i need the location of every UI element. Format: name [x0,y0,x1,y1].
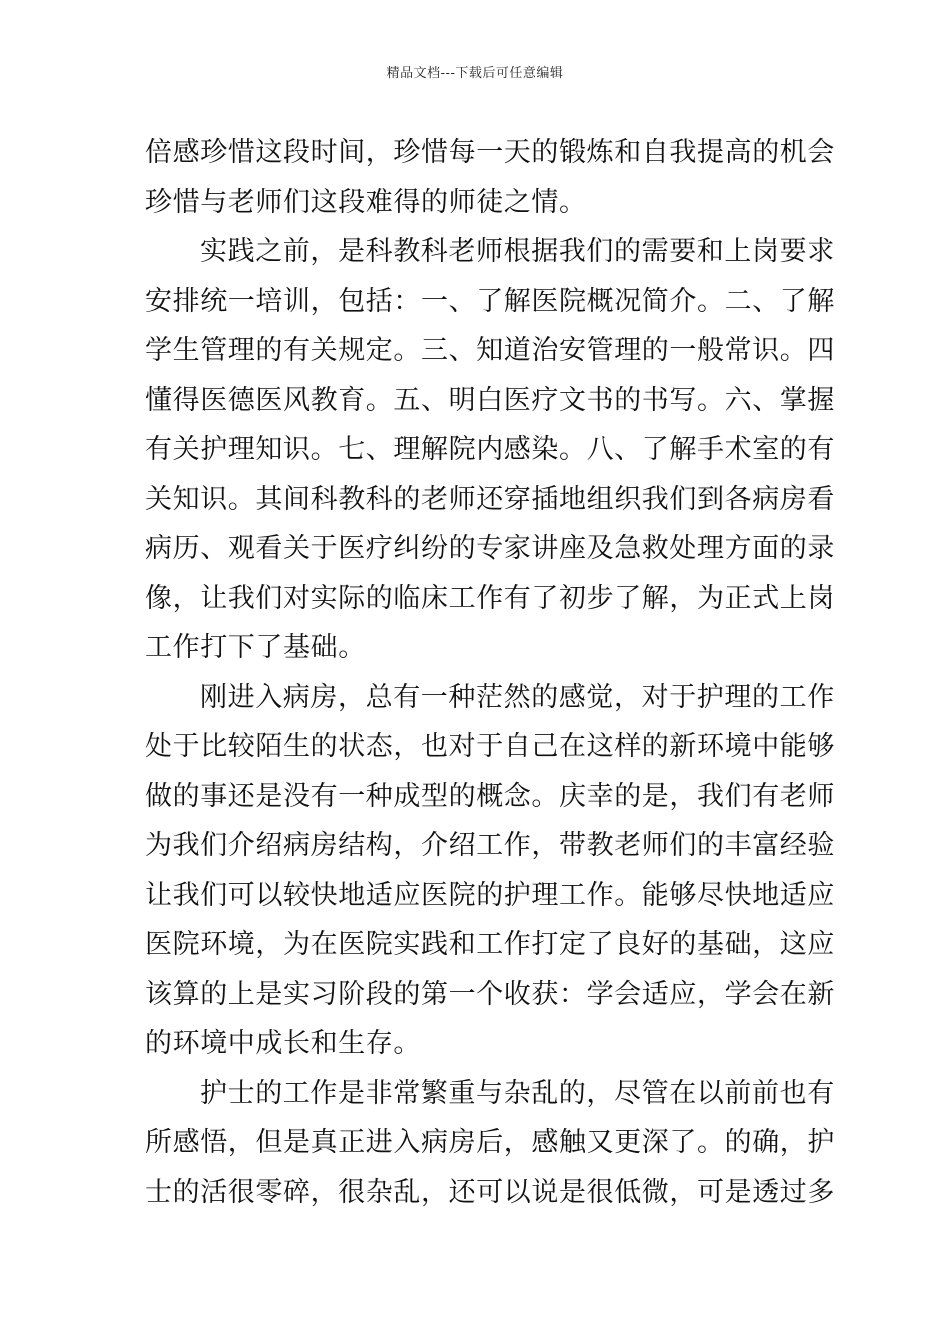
text-line: 学生管理的有关规定。三、知道治安管理的一般常识。四 [145,335,835,366]
text-line: 像，让我们对实际的临床工作有了初步了解，为正式上岗 [145,582,835,614]
text-line: 该算的上是实习阶段的第一个收获：学会适应，学会在新 [145,978,835,1010]
text-line: 关知识。其间科教科的老师还穿插地组织我们到各病房看 [145,483,835,515]
paragraph-first-line: 护士的工作是非常繁重与杂乱的，尽管在以前前也有 [200,1077,835,1109]
text-line: 处于比较陌生的状态，也对于自己在这样的新环境中能够 [145,731,835,762]
text-line: 懂得医德医风教育。五、明白医疗文书的书写。六、掌握 [145,384,835,416]
text-line: 倍感珍惜这段时间，珍惜每一天的锻炼和自我提高的机会 [145,137,835,168]
text-line: 病历、观看关于医疗纠纷的专家讲座及急救处理方面的录 [145,533,835,564]
text-line: 所感悟，但是真正进入病房后，感触又更深了。的确，护 [145,1127,835,1158]
document-body [145,128,835,1217]
text-line: 有关护理知识。七、理解院内感染。八、了解手术室的有 [145,434,835,465]
text-line: 让我们可以较快地适应医院的护理工作。能够尽快地适应 [145,879,835,911]
text-line: 安排统一培训，包括：一、了解医院概况简介。二、了解 [145,285,835,317]
text-line: 的环境中成长和生存。 [145,1028,421,1059]
page-header: 精品文档---下载后可任意编辑 [386,66,564,81]
text-line: 医院环境，为在医院实践和工作打定了良好的基础，这应 [145,929,835,960]
text-line: 工作打下了基础。 [145,632,366,663]
text-line: 为我们介绍病房结构，介绍工作，带教老师们的丰富经验 [145,830,835,861]
text-line: 珍惜与老师们这段难得的师徒之情。 [145,186,587,218]
paragraph-first-line: 实践之前，是科教科老师根据我们的需要和上岗要求 [200,236,835,267]
text-line: 士的活很零碎，很杂乱，还可以说是很低微，可是透过多 [145,1176,835,1208]
text-line: 做的事还是没有一种成型的概念。庆幸的是，我们有老师 [145,780,835,812]
paragraph-first-line: 刚进入病房，总有一种茫然的感觉，对于护理的工作 [200,681,835,713]
